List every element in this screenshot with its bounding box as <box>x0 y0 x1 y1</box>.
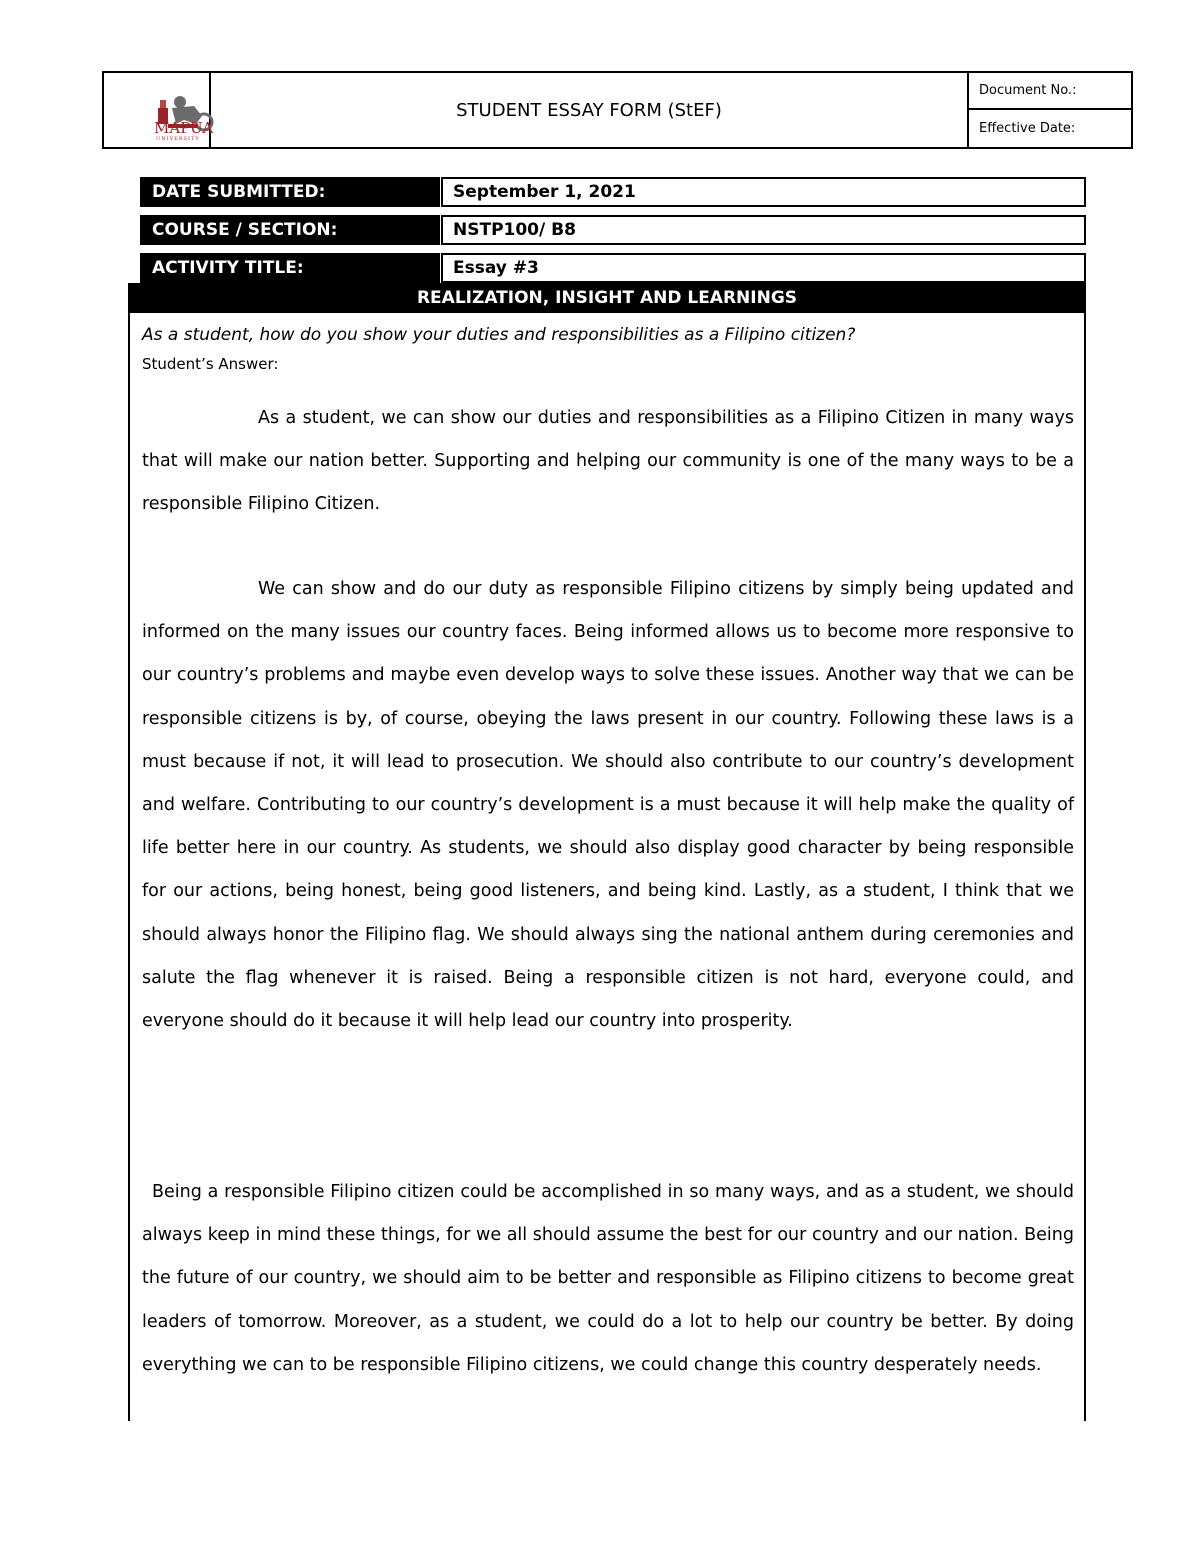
logo-subtext: UNIVERSITY <box>156 136 200 142</box>
date-submitted-row <box>140 177 1086 207</box>
activity-title-value: Essay #3 <box>441 253 1086 283</box>
essay-paragraph-3: Being a responsible Filipino citizen could be accomplished in so many ways, and as a student, we should always keep in mind these things, for we all should assume the best for our country and our nation. Being the future of our country, we should aim to be better and responsible as Filipino citizens to become great leaders of tomorrow. Moreover, as a student, we could do a lot to help our country be better. By doing everything we can to be responsible Filipino citizens, we could change this country desperately needs. <box>142 1182 1074 1375</box>
form-header <box>102 71 1133 149</box>
course-section-label: COURSE / SECTION: <box>140 215 440 245</box>
effective-date-label: Effective Date: <box>979 121 1076 136</box>
date-submitted-label: DATE SUBMITTED: <box>140 177 440 207</box>
essay-paragraph-2: We can show and do our duty as responsible Filipino citizens by simply being updated and informed on the many issues our country faces. Being informed allows us to become more responsive to our country’s problems and maybe even develop ways to solve these issues. Another way that we can be responsible citizens is by, of course, obeying the laws present in our country. Following these laws is a must because if not, it will lead to prosecution. We should also contribute to our country’s development and welfare. Contributing to our country’s development is a must because it will help make the quality of life better here in our country. As students, we should also display good character by being responsible for our actions, being honest, being good listeners, and being kind. Lastly, as a student, I think that we should always honor the Filipino flag. We should always sing the national anthem during ceremonies and salute the flag whenever it is raised. Being a responsible citizen is not hard, everyone could, and everyone should do it because it will help lead our country into prosperity. <box>142 579 1074 1032</box>
course-section-row <box>140 215 1086 245</box>
activity-title-label: ACTIVITY TITLE: <box>140 253 440 283</box>
date-submitted-value: September 1, 2021 <box>441 177 1086 207</box>
logo-text: MAPUA <box>154 119 214 137</box>
essay-paragraph-1: As a student, we can show our duties and responsibilities as a Filipino Citizen in many ways that will make our nation better. Supporting and helping our community is one of the many ways to be a responsible Filipino Citizen. <box>142 408 1074 515</box>
form-title: STUDENT ESSAY FORM (StEF) <box>211 73 969 147</box>
course-section-value: NSTP100/ B8 <box>441 215 1086 245</box>
logo-cell <box>104 73 214 147</box>
answer-label: Student’s Answer: <box>142 355 279 373</box>
document-no-label: Document No.: <box>969 73 1131 110</box>
essay-question: As a student, how do you show your duties and responsibilities as a Filipino citizen? <box>142 325 856 345</box>
document-info <box>969 73 1131 147</box>
section-title: REALIZATION, INSIGHT AND LEARNINGS <box>128 283 1086 313</box>
activity-title-row <box>140 253 1086 283</box>
